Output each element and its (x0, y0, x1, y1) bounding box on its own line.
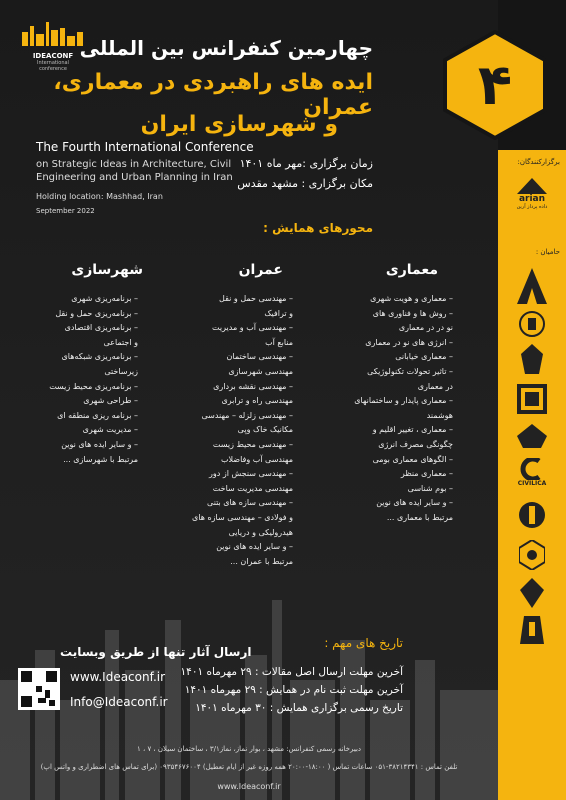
arian-text: arian (518, 194, 546, 204)
list-item: مرتبط با شهرسازی ... (63, 454, 138, 464)
date-row: تاریخ رسمی برگزاری همایش : ۳۰ مهرماه ۱۴۰۱ (195, 702, 403, 714)
list-item: منابع آب (265, 337, 293, 347)
column-civil (148, 292, 293, 569)
list-item: – الگوهای معماری بومی (372, 454, 453, 464)
list-item: و ترافیک (264, 308, 293, 318)
footer-phones: تلفن تماس : ۳۸۲۱۴۳۴۱-۰۵۱ ساعات تماس ( ۱۸:۰۰-۲۰:۰۰ همه روزه غیر از ایام تعطیل) ۰۹۳۵۴۶۷۶۰۰۴ (برای تماس های اضطراری و واتس اپ) (40, 763, 458, 771)
sponsor-logo-5 (506, 424, 558, 448)
list-item: – برنامه‌ریزی حمل و نقل (55, 308, 138, 318)
list-item: زیرساختی (104, 366, 138, 376)
event-place: مکان برگزاری : مشهد مقدس (237, 177, 373, 190)
list-item: – و سایر ایده های نوین (216, 542, 293, 552)
list-item: هوشمند (426, 410, 453, 420)
arian-icon (517, 178, 547, 194)
column-title-architecture: معماری (385, 262, 438, 278)
list-item: – برنامه‌ریزی شبکه‌های (61, 352, 138, 362)
arian-sub: داده پرداز آرین (516, 204, 548, 210)
footer-address: دبیرخانه رسمی کنفرانس: مشهد ، بوار نماز، نماز۳/۱ ، ساختمان سیلان ، ۷ ، ۱ (136, 745, 362, 753)
list-item: – مهندسی سازه های بتنی (207, 498, 293, 508)
list-item: چگونگی مصرف انرژی (378, 439, 453, 449)
column-title-civil: عمران (238, 262, 283, 278)
date-row: آخرین مهلت ارسال اصل مقالات : ۲۹ مهرماه ۱۴۰۱ (180, 666, 403, 678)
title-line-1: چهارمین کنفرانس بین المللی (79, 36, 373, 60)
list-item: مکانیک خاک وپی (237, 425, 293, 435)
brand-name: IDEACONF (32, 52, 74, 60)
english-date: September 2022 (36, 207, 95, 215)
list-item: – و سایر ایده های نوین (376, 498, 453, 508)
english-subtitle: on Strategic Ideas in Architecture, Civil Engineering and Urban Planning in Iran (36, 159, 233, 183)
list-item: – معماری خیابانی (395, 352, 453, 362)
sponsor-logo-7 (506, 540, 558, 570)
footer-website[interactable]: www.Ideaconf.ir (217, 782, 281, 791)
list-item: – مهندسی زلزله – مهندسی (201, 410, 293, 420)
english-location: Holding location: Mashhad, Iran (36, 192, 163, 201)
list-item: مرتبط با معماری ... (386, 512, 453, 522)
civilica-logo (506, 458, 558, 487)
column-architecture (313, 292, 453, 526)
list-item: – مهندسی ساختمان (226, 352, 293, 362)
title-line-2: ایده های راهبردی در معماری، عمران (53, 70, 373, 120)
arian-logo (506, 178, 558, 210)
list-item: مهندسی آب وفاضلاب (220, 454, 293, 464)
list-item: – برنامه ریزی منطقه ای (57, 410, 138, 420)
list-item: و اجتماعی (103, 337, 138, 347)
list-item: – مهندسی محیط زیست (212, 439, 293, 449)
submission-note: ارسال آثار تنها از طریق وبسایت (60, 645, 252, 659)
sponsor-logo-3 (506, 344, 558, 374)
date-row: آخرین مهلت ثبت نام در همایش : ۲۹ مهرماه ۱۴۰۱ (184, 684, 403, 696)
list-item: مهندسی مدیریت ساخت (212, 483, 293, 493)
brand-sub-2: conference (39, 66, 67, 72)
list-item: مهندسی شهرسازی (228, 366, 293, 376)
sponsor-logo-8 (506, 578, 558, 608)
list-item: – مهندسی آب و مدیریت (212, 323, 293, 333)
edition-badge (440, 30, 550, 140)
civilica-text: CIVILICA (517, 480, 547, 487)
list-item: – معماری پایدار و ساختمانهای (354, 396, 453, 406)
sponsor-logo-4 (506, 384, 558, 414)
skyline-logo-icon (18, 18, 88, 46)
list-item: – معماری منظر (400, 469, 453, 479)
website-link[interactable]: www.Ideaconf.ir (70, 670, 166, 684)
dates-heading: تاریخ های مهم : (324, 636, 403, 650)
list-item: – روش ها و فناوری های (372, 308, 453, 318)
edition-number: ۴ (477, 52, 513, 118)
sponsor-logo-6 (506, 500, 558, 530)
list-item: مرتبط با عمران ... (230, 556, 293, 566)
list-item: – برنامه‌ریزی شهری (71, 294, 138, 303)
list-item: – و سایر ایده های نوین (61, 439, 138, 449)
brand-sub-1: International (37, 60, 69, 66)
list-item: – انرژی های نو در معماری (365, 337, 453, 347)
list-item: – مهندسی حمل و نقل (219, 294, 293, 303)
qr-code-icon[interactable] (18, 668, 60, 710)
axes-heading: محورهای همایش : (263, 221, 373, 235)
list-item: – برنامه‌ریزی محیط زیست (49, 381, 138, 391)
list-item: نو در در معماری (398, 323, 453, 333)
list-item: در معماری (417, 381, 453, 391)
list-item: – بوم شناسی (407, 483, 453, 493)
list-item: مهندسی راه و ترابری (221, 396, 293, 406)
list-item: – تاثیر تحولات تکنولوژیکی (367, 366, 453, 376)
list-item: – معماری و هویت شهری (370, 294, 453, 303)
list-item: – طراحی شهری (83, 396, 138, 406)
list-item: و فولادی – مهندسی سازه های (192, 512, 293, 522)
sponsor-logo-9 (506, 616, 558, 644)
list-item: – مدیریت شهری (82, 425, 138, 435)
title-line-3: و شهرسازی ایران (140, 112, 338, 137)
column-title-urban: شهرسازی (71, 262, 143, 278)
sponsors-label: حامیان : (535, 248, 560, 256)
civilica-icon (519, 458, 545, 480)
list-item: – مهندسی سنجش از دور (209, 469, 293, 479)
list-item: – برنامه‌ریزی اقتصادی (64, 323, 138, 333)
column-urban (8, 292, 138, 467)
list-item: – معماری ، تغییر اقلیم و (372, 425, 453, 435)
sponsor-logo-1 (506, 268, 558, 304)
list-item: – مهندسی نقشه برداری (213, 381, 293, 391)
english-title: The Fourth International Conference (36, 140, 254, 154)
event-time: زمان برگزاری :مهر ماه ۱۴۰۱ (239, 157, 373, 170)
email-link[interactable]: Info@Ideaconf.ir (70, 695, 168, 709)
organizers-label: برگزارکنندگان: (517, 158, 560, 166)
list-item: هیدرولیکی و دریایی (228, 527, 293, 537)
ideaconf-logo (18, 18, 88, 72)
sponsor-logo-2 (506, 310, 558, 338)
